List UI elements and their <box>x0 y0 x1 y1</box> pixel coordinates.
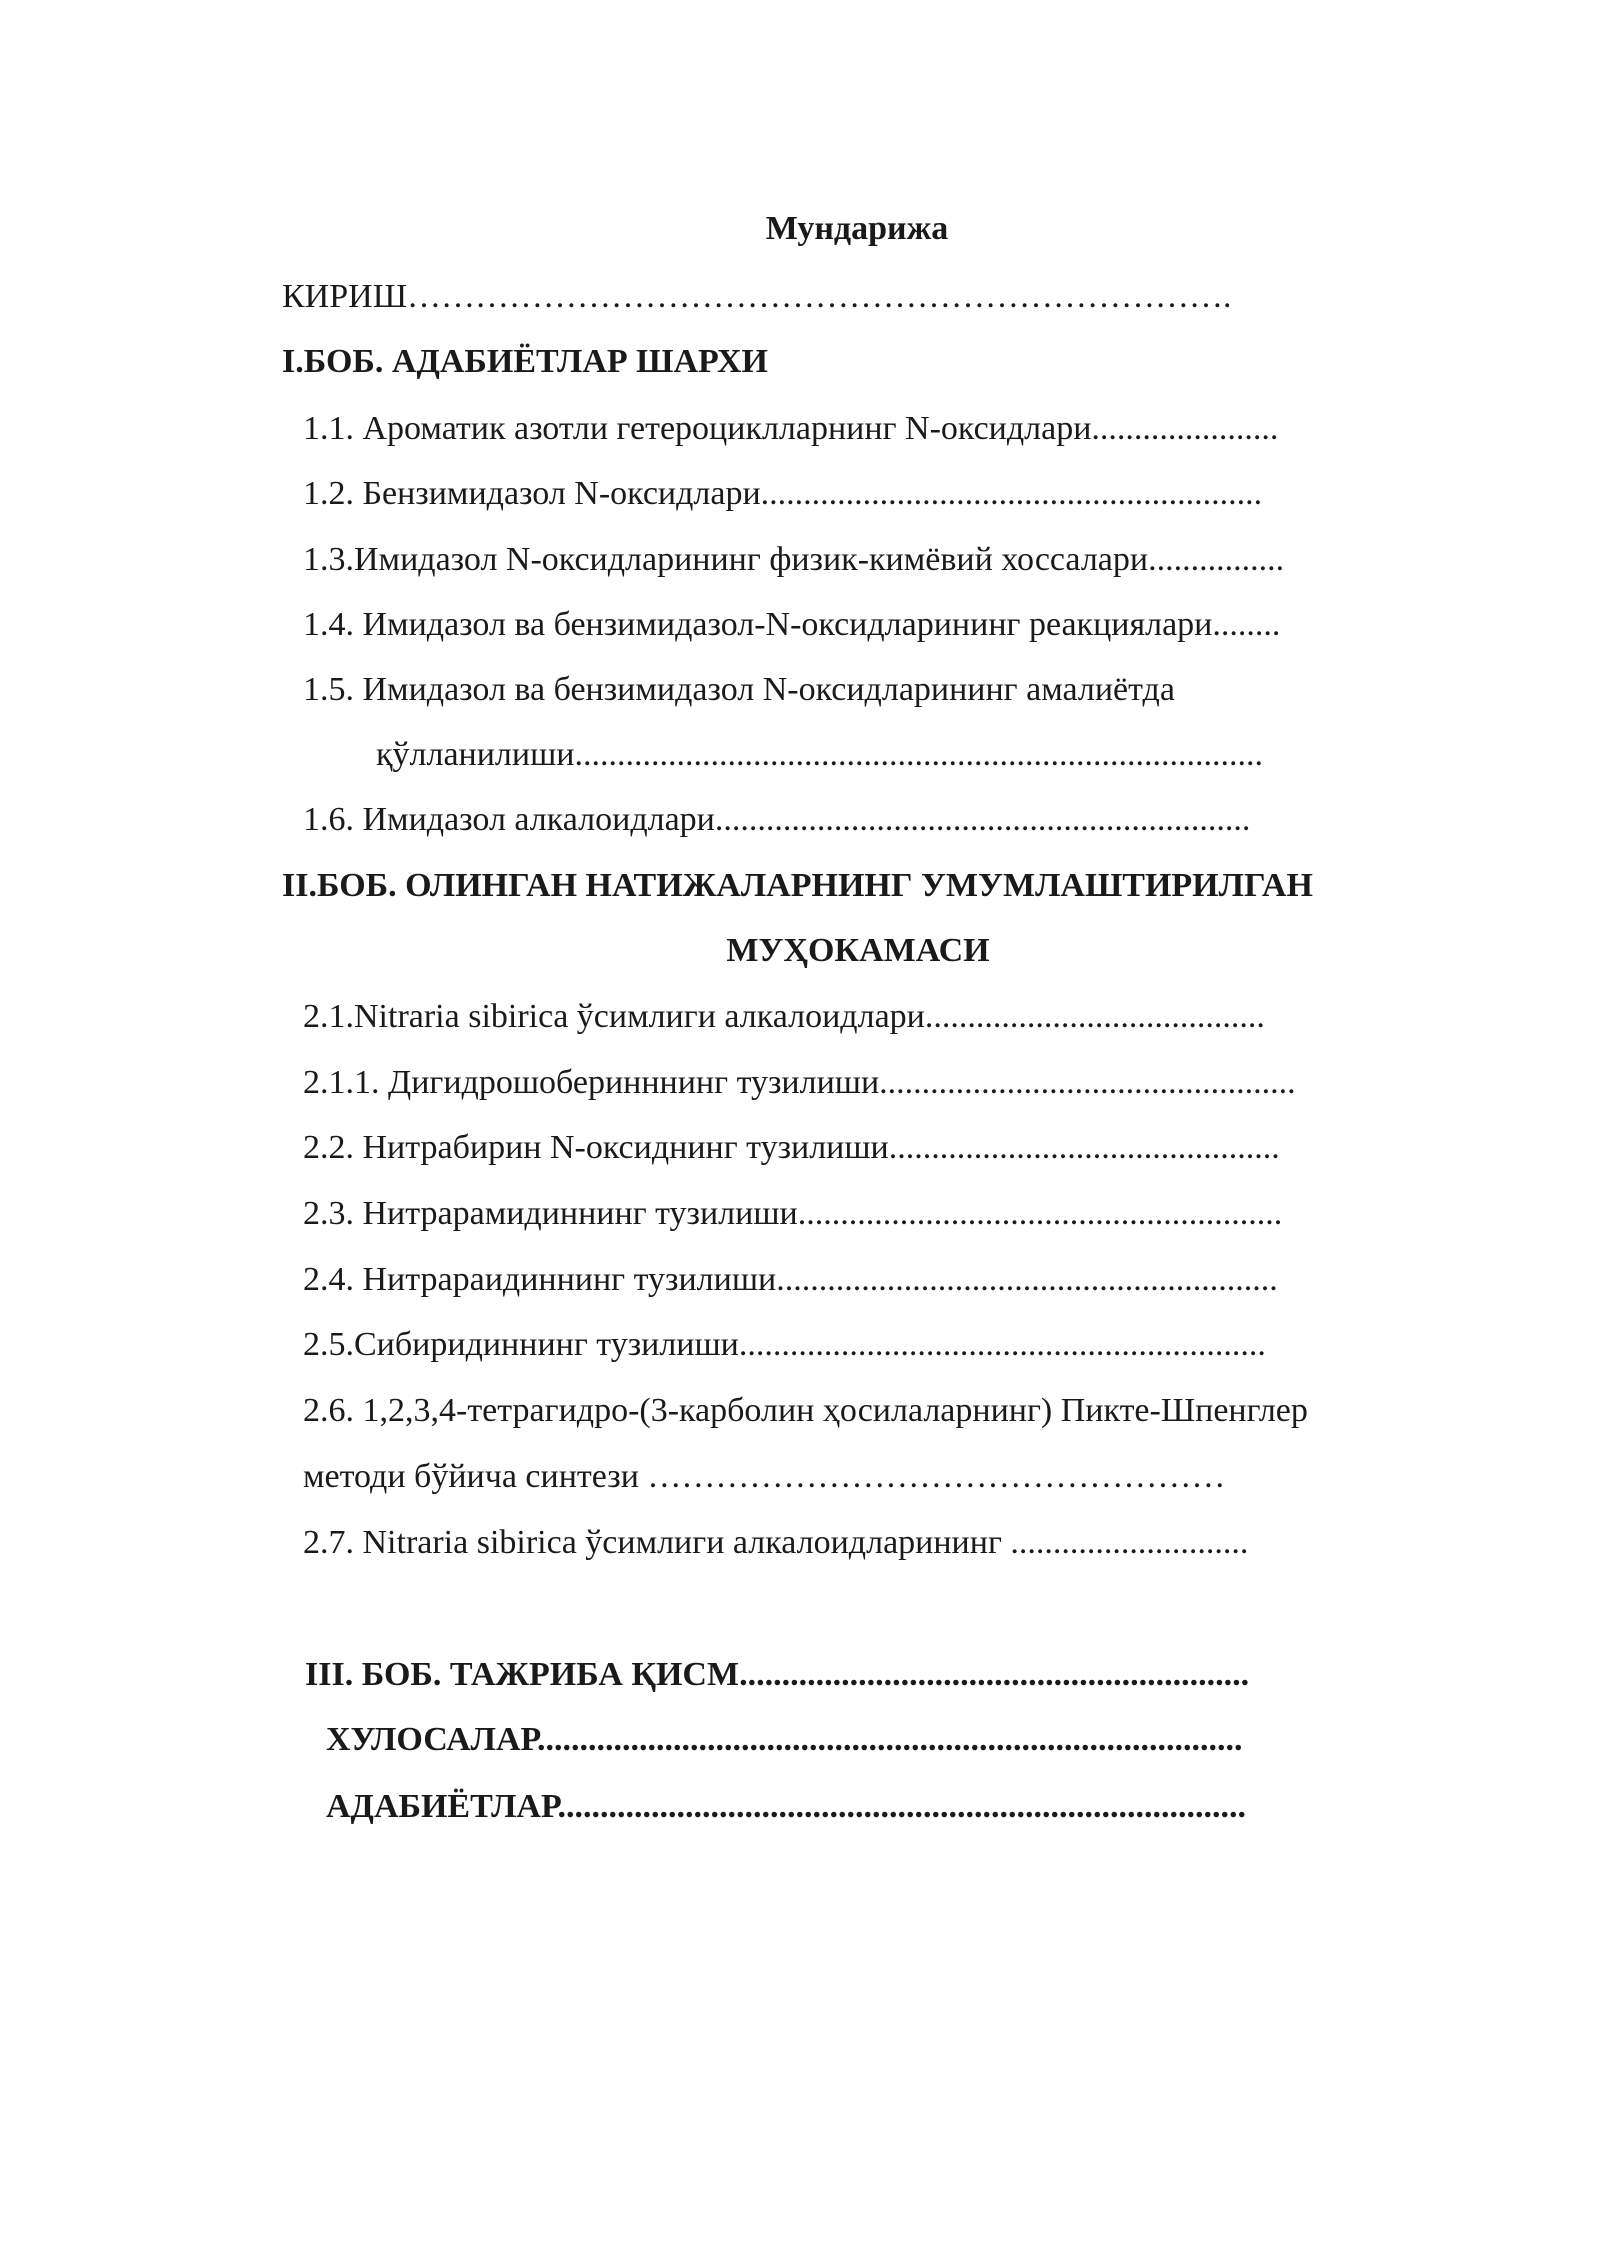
toc-references: АДАБИЁТЛАР................................................................................. <box>326 1788 1246 1825</box>
toc-entry-2-2: 2.2. Нитрабирин N-оксиднинг тузилиши.............................................. <box>303 1129 1280 1166</box>
page-title: Мундарижа <box>765 210 949 247</box>
toc-conclusions: ХУЛОСАЛАР................................................................................... <box>326 1721 1243 1758</box>
toc-chapter-1: I.БОБ. АДАБИЁТЛАР ШАРХИ <box>282 343 768 380</box>
toc-entry-2-4: 2.4. Нитрараидиннинг тузилиши........................................................... <box>303 1261 1278 1298</box>
toc-entry-2-6: 2.6. 1,2,3,4-тетрагидро-(3-карболин ҳосилаларнинг) Пикте-Шпенглер <box>303 1392 1308 1429</box>
toc-chapter-2-cont: МУҲОКАМАСИ <box>726 932 990 969</box>
toc-chapter-3: III. БОБ. ТАЖРИБА ҚИСМ............................................................ <box>305 1656 1250 1693</box>
toc-entry-1-3: 1.3.Имидазол N-оксидларининг физик-кимёвий хоссалари................ <box>303 541 1285 578</box>
toc-chapter-2: II.БОБ. ОЛИНГАН НАТИЖАЛАРНИНГ УМУМЛАШТИРИЛГАН <box>282 867 1313 904</box>
toc-entry-2-7: 2.7. Nitraria sibirica ўсимлиги алкалоидларининг ............................ <box>303 1524 1249 1561</box>
toc-entry-1-5-cont: қўлланилиши................................................................................. <box>376 736 1263 773</box>
toc-entry-1-2: 1.2. Бензимидазол N-оксидлари........................................................... <box>303 475 1263 512</box>
toc-entry-1-6: 1.6. Имидазол алкалоидлари............................................................... <box>303 801 1251 838</box>
toc-entry-1-4: 1.4. Имидазол ва бензимидазол-N-оксидларининг реакциялари........ <box>303 606 1281 643</box>
toc-entry-1-5: 1.5. Имидазол ва бензимидазол N-оксидларининг амалиётда <box>303 671 1175 708</box>
toc-entry-intro: КИРИШ………………………………………………………………. <box>282 278 1232 315</box>
toc-entry-2-6-cont: методи бўйича синтези …………………………………………… <box>303 1458 1226 1495</box>
toc-entry-2-3: 2.3. Нитрарамидиннинг тузилиши......................................................... <box>303 1195 1283 1232</box>
toc-entry-2-1-1: 2.1.1. Дигидрошоберинннинг тузилиши................................................. <box>303 1064 1296 1101</box>
toc-entry-2-5: 2.5.Сибиридиннинг тузилиши.............................................................. <box>303 1326 1266 1363</box>
toc-entry-2-1: 2.1.Nitraria sibirica ўсимлиги алкалоидлари........................................ <box>303 998 1265 1035</box>
toc-entry-1-1: 1.1. Ароматик азотли гетероциклларнинг N-оксидлари...................... <box>303 410 1279 447</box>
